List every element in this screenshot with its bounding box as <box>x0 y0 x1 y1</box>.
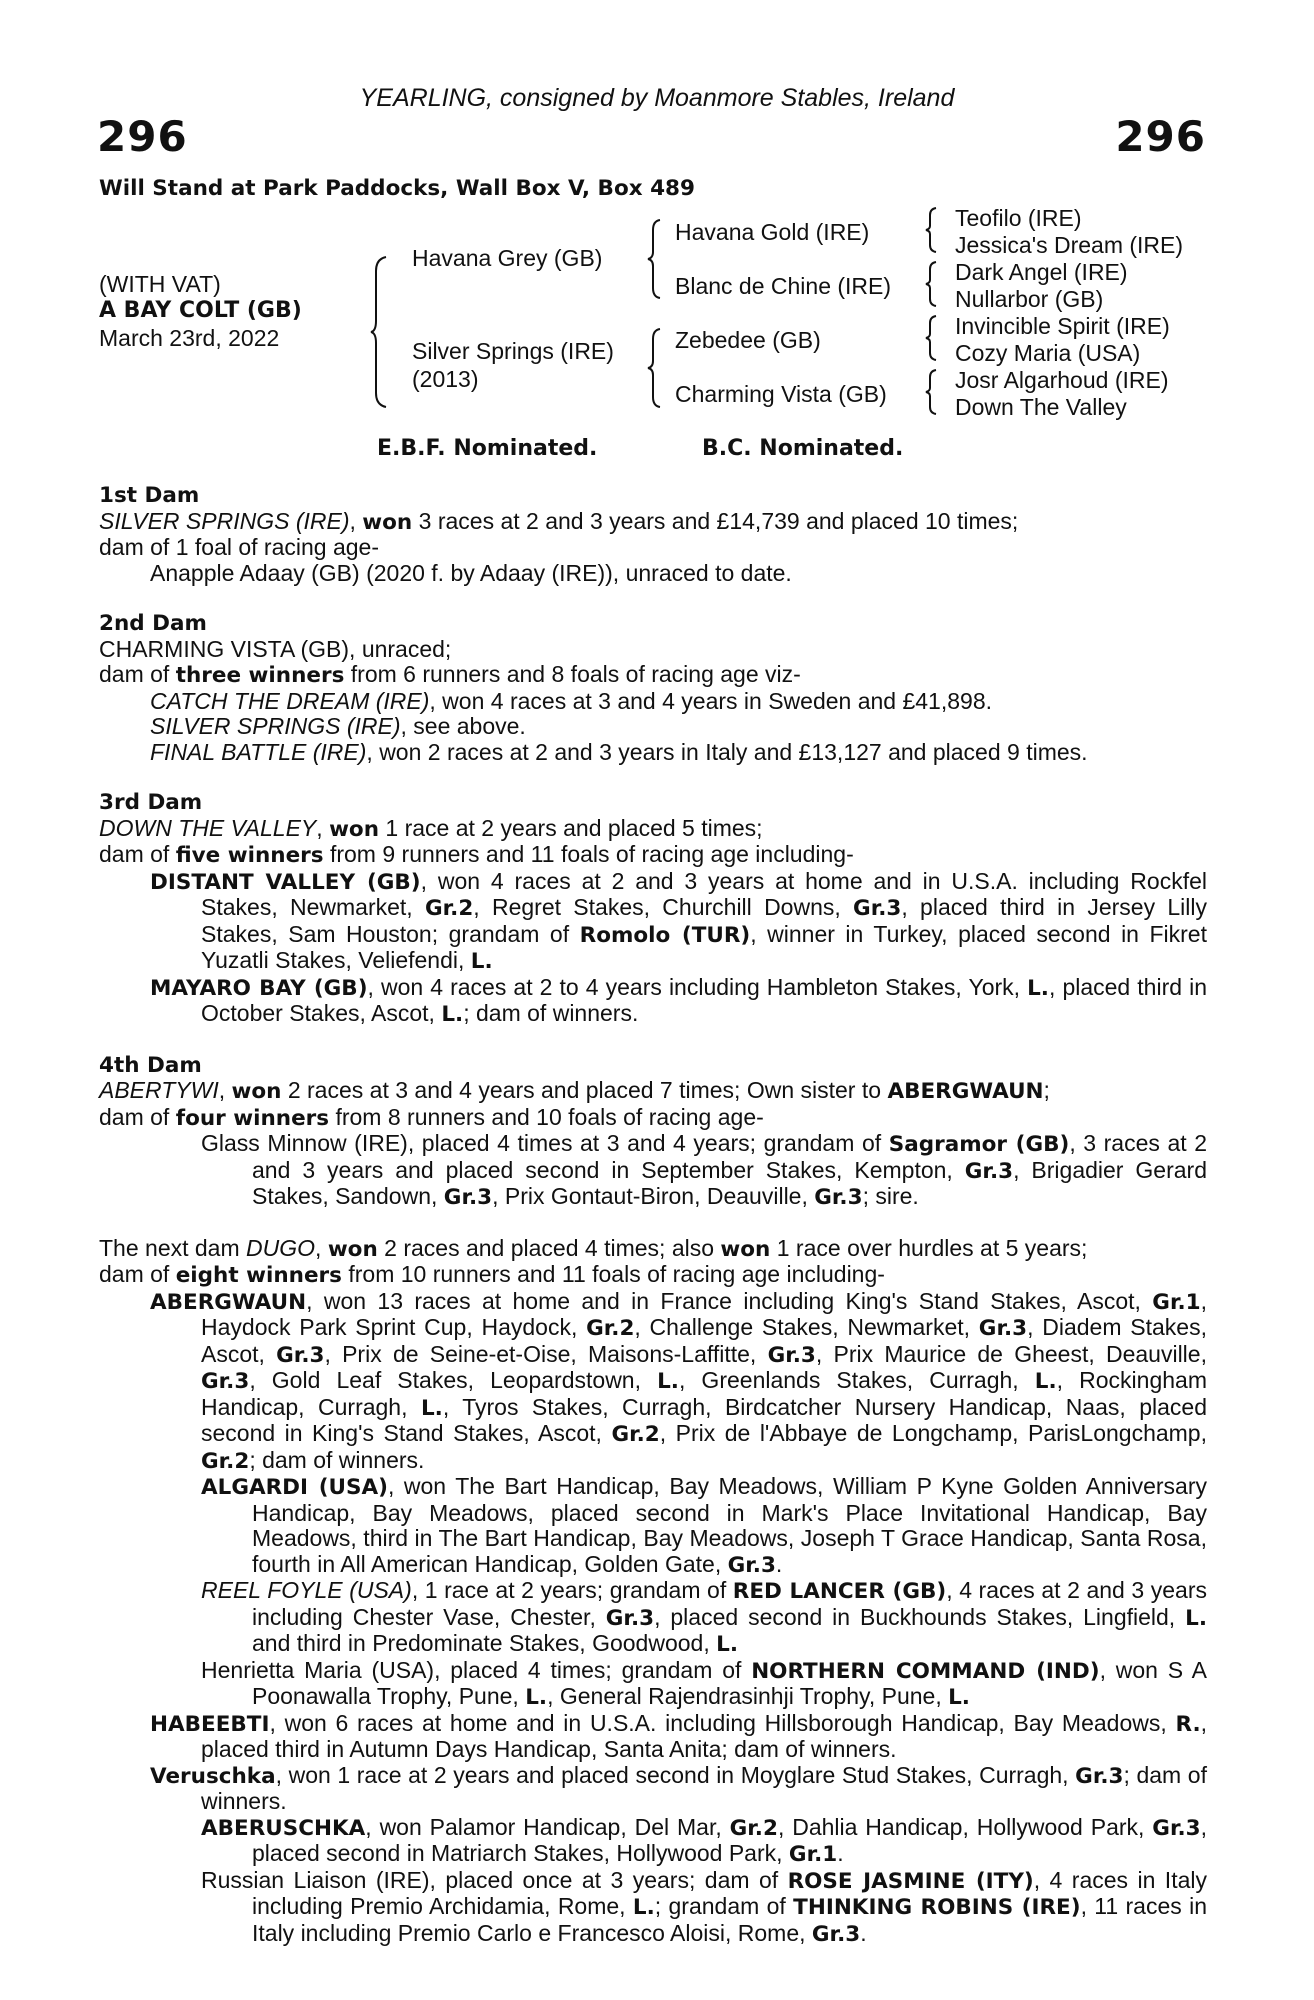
winners-count: four winners <box>175 1105 330 1131</box>
sire-dam-dam: Nullarbor (GB) <box>955 286 1104 312</box>
sire-sire-sire: Teofilo (IRE) <box>955 205 1082 231</box>
dam-sire-sire: Invincible Spirit (IRE) <box>955 313 1170 339</box>
third-dam-section: 3rd Dam DOWN THE VALLEY, won 1 race at 2 years and placed 5 times; dam of five winners from 9 runners and 11 foals of racing age including- DISTANT VALLEY (GB), won 4 races at 2 and 3 years at home and in U.S.A. including Rockfel Stakes, Newmarket, Gr.2, Regret Stakes, Churchill Downs, Gr.3, placed third in Jersey Lilly Stakes, Sam Houston; grandam of Romolo (TUR), winner in Turkey, placed second in Fikret Yuzatli Stakes, Veliefendi, L. MAYARO BAY (GB), won 4 races at 2 to 4 years including Hambleton Stakes, York, L., placed third in October Stakes, Ascot, L.; dam of winners. <box>99 790 1208 1027</box>
sire: Havana Grey (GB) <box>412 245 603 271</box>
sire-dam: Blanc de Chine (IRE) <box>675 273 892 299</box>
dam-sire-dam: Cozy Maria (USA) <box>955 340 1141 366</box>
vat-note: (WITH VAT) <box>99 271 221 297</box>
race-record: 3 races at 2 and 3 years and £14,739 and placed 10 times; <box>412 507 1019 534</box>
produce-entry: Anapple Adaay (GB) (2020 f. by Adaay (IRE)), unraced to date. <box>150 559 792 586</box>
dam-dam-dam: Down The Valley <box>955 394 1127 420</box>
horse-name: A BAY COLT (GB) <box>99 298 302 323</box>
section-heading: 3rd Dam <box>99 790 203 815</box>
produce-entry: Henrietta Maria (USA), placed 4 times; grandam of NORTHERN COMMAND (IND), won S A Poonawalla Trophy, Pune, L., General Rajendrasinhji Trophy, Pune, L. <box>201 1656 1208 1710</box>
section-heading: 2nd Dam <box>99 611 207 636</box>
next-dam-section: The next dam DUGO, won 2 races and placed 4 times; also won 1 race over hurdles at 5 years; dam of eight winners from 10 runners and 11 foals of racing age including- ABERGWAUN, won 13 races at home and in France including King's Stand Stakes, Ascot, Gr.1, Haydock Park Sprint Cup, Haydock, Gr.2, Challenge Stakes, Newmarket, Gr.3, Diadem Stakes, Ascot, Gr.3, Prix de Seine-et-Oise, Maisons-Laffitte, Gr.3, Prix Maurice de Gheest, Deauville, Gr.3, Gold Leaf Stakes, Leopardstown, L., Greenlands Stakes, Curragh, L., Rockingham Handicap, Curragh, L., Tyros Stakes, Curragh, Birdcatcher Nursery Handicap, Naas, placed second in King's Stand Stakes, Ascot, Gr.2, Prix de l'Abbaye de Longchamp, ParisLongchamp, Gr.2; dam of winners. ALGARDI (USA), won The Bart Handicap, Bay Meadows, William P Kyne Golden Anniversary Handicap, Bay Meadows, placed second in Mark's Place Invitational Handicap, Bay Meadows, third in The Bart Handicap, Bay Meadows, Joseph T Grace Handicap, Santa Rosa, fourth in All American Handicap, Golden Gate, Gr.3. REEL FOYLE (USA), 1 race at 2 years; grandam of RED LANCER (GB), 4 races at 2 and 3 years including Chester Vase, Chester, Gr.3, placed second in Buckhounds Stakes, Lingfield, L. and third in Predominate Stakes, Goodwood, L. Henrietta Maria (USA), placed 4 times; grandam of NORTHERN COMMAND (IND), won S A Poonawalla Trophy, Pune, L., General Rajendrasinhji Trophy, Pune, L. HABEEBTI, won 6 races at home and in U.S.A. including Hillsborough Handicap, Bay Meadows, R., placed third in Autumn Days Handicap, Santa Anita; dam of winners. Veruschka, won 1 race at 2 years and placed second in Moyglare Stud Stakes, Curragh, Gr.3; dam of winners. ABERUSCHKA, won Palamor Handicap, Del Mar, Gr.2, Dahlia Handicap, Hollywood Park, Gr.3, placed second in Matriarch Stakes, Hollywood Park, Gr.1. Russian Liaison (IRE), placed once at 3 years; dam of ROSE JASMINE (ITY), 4 races in Italy including Premio Archidamia, Rome, L.; grandam of THINKING ROBINS (IRE), 11 races in Italy including Premio Carlo e Francesco Aloisi, Rome, Gr.3. <box>99 1234 1208 1947</box>
dam: Silver Springs (IRE) <box>412 338 614 364</box>
dam-year: (2013) <box>412 366 479 392</box>
second-dam-section: 2nd Dam CHARMING VISTA (GB), unraced; dam of three winners from 6 runners and 8 foals of racing age viz- CATCH THE DREAM (IRE), won 4 races at 3 and 4 years in Sweden and £41,898. SILVER SPRINGS (IRE), see above. FINAL BATTLE (IRE), won 2 races at 2 and 3 years in Italy and £13,127 and placed 9 times. <box>99 611 1207 765</box>
won-word: won <box>362 509 413 535</box>
produce-entry: CATCH THE DREAM (IRE), won 4 races at 3 and 4 years in Sweden and £41,898. <box>150 687 993 714</box>
catalogue-body <box>99 483 1207 1947</box>
brace-dd <box>925 368 939 416</box>
produce-entry: MAYARO BAY (GB), won 4 races at 2 to 4 years including Hambleton Stakes, York, L., placed third in October Stakes, Ascot, L.; dam of winners. <box>150 973 1208 1027</box>
dam-dam: Charming Vista (GB) <box>675 381 887 407</box>
sire-sire-dam: Jessica's Dream (IRE) <box>955 232 1184 258</box>
fourth-dam-section: 4th Dam ABERTYWI, won 2 races at 3 and 4 years and placed 7 times; Own sister to ABERGWAUN; dam of four winners from 8 runners and 10 foals of racing age- Glass Minnow (IRE), placed 4 times at 3 and 4 years; grandam of Sagramor (GB), 3 races at 2 and 3 years and placed second in September Stakes, Kempton, Gr.3, Brigadier Gerard Stakes, Sandown, Gr.3, Prix Gontaut-Biron, Deauville, Gr.3; sire. <box>99 1052 1207 1210</box>
dam-name: SILVER SPRINGS (IRE) <box>99 507 350 534</box>
brace-main <box>370 255 390 410</box>
dam-name: DUGO <box>246 1234 316 1261</box>
lot-number-right: 296 <box>1115 112 1206 161</box>
brace-ss <box>925 206 939 254</box>
brace-sire <box>647 218 663 300</box>
brace-sd <box>925 260 939 308</box>
dam-name: CHARMING VISTA (GB), unraced; <box>99 635 452 662</box>
pedigree-chart <box>0 0 1314 470</box>
produce-entry: ABERUSCHKA, won Palamor Handicap, Del Mar, Gr.2, Dahlia Handicap, Hollywood Park, Gr.3, placed second in Matriarch Stakes, Hollywood Park, Gr.1. <box>201 1813 1207 1867</box>
produce-summary: dam of 1 foal of racing age- <box>99 534 379 560</box>
ebf-nominated: E.B.F. Nominated. <box>377 436 598 461</box>
section-heading: 4th Dam <box>99 1052 202 1078</box>
dam-sire: Zebedee (GB) <box>675 327 821 353</box>
bc-nominated: B.C. Nominated. <box>702 436 904 461</box>
lot-number-left: 296 <box>97 112 188 161</box>
dam-dam-sire: Josr Algarhoud (IRE) <box>955 367 1169 393</box>
produce-entry: ALGARDI (USA), won The Bart Handicap, Bay Meadows, William P Kyne Golden Anniversary Handicap, Bay Meadows, placed second in Mark's Place Invitational Handicap, Bay Meadows, third in The Bart Handicap, Bay Meadows, Joseph T Grace Handicap, Santa Rosa, fourth in All American Handicap, Golden Gate, Gr.3. <box>201 1473 1208 1578</box>
stand-location: Will Stand at Park Paddocks, Wall Box V, Box 489 <box>99 176 695 201</box>
horse-dob: March 23rd, 2022 <box>99 325 280 351</box>
sire-sire: Havana Gold (IRE) <box>675 219 870 245</box>
section-heading: 1st Dam <box>99 483 200 508</box>
produce-entry: Glass Minnow (IRE), placed 4 times at 3 and 4 years; grandam of Sagramor (GB), 3 races at 2 and 3 years and placed second in September Stakes, Kempton, Gr.3, Brigadier Gerard Stakes, Sandown, Gr.3, Prix Gontaut-Biron, Deauville, Gr.3; sire. <box>201 1130 1207 1210</box>
produce-entry: HABEEBTI, won 6 races at home and in U.S.A. including Hillsborough Handicap, Bay Meadows, R., placed third in Autumn Days Handicap, Santa Anita; dam of winners. <box>150 1709 1207 1762</box>
produce-entry: FINAL BATTLE (IRE), won 2 races at 2 and 3 years in Italy and £13,127 and placed 9 times. <box>150 738 1088 765</box>
produce-entry: ABERGWAUN, won 13 races at home and in France including King's Stand Stakes, Ascot, Gr.1, Haydock Park Sprint Cup, Haydock, Gr.2, Challenge Stakes, Newmarket, Gr.3, Diadem Stakes, Ascot, Gr.3, Prix de Seine-et-Oise, Maisons-Laffitte, Gr.3, Prix Maurice de Gheest, Deauville, Gr.3, Gold Leaf Stakes, Leopardstown, L., Greenlands Stakes, Curragh, L., Rockingham Handicap, Curragh, L., Tyros Stakes, Curragh, Birdcatcher Nursery Handicap, Naas, placed second in King's Stand Stakes, Ascot, Gr.2, Prix de l'Abbaye de Longchamp, ParisLongchamp, Gr.2; dam of winners. <box>150 1287 1207 1474</box>
brace-dam <box>647 327 663 409</box>
winners-count: three winners <box>175 663 345 688</box>
produce-entry: SILVER SPRINGS (IRE), see above. <box>150 713 526 739</box>
produce-entry: REEL FOYLE (USA), 1 race at 2 years; grandam of RED LANCER (GB), 4 races at 2 and 3 years including Chester Vase, Chester, Gr.3, placed second in Buckhounds Stakes, Lingfield, L. and third in Predominate Stakes, Goodwood, L. <box>201 1577 1207 1657</box>
page-header: YEARLING, consigned by Moanmore Stables, Ireland <box>359 84 955 112</box>
produce-entry: DISTANT VALLEY (GB), won 4 races at 2 and 3 years at home and in U.S.A. including Rockfel Stakes, Newmarket, Gr.2, Regret Stakes, Churchill Downs, Gr.3, placed third in Jersey Lilly Stakes, Sam Houston; grandam of Romolo (TUR), winner in Turkey, placed second in Fikret Yuzatli Stakes, Veliefendi, L. <box>150 867 1207 974</box>
dam-name: DOWN THE VALLEY <box>99 814 317 841</box>
dam-name: ABERTYWI <box>99 1077 219 1103</box>
sire-dam-sire: Dark Angel (IRE) <box>955 259 1128 285</box>
produce-entry: Veruschka, won 1 race at 2 years and placed second in Moyglare Stud Stakes, Curragh, Gr.3; dam of winners. <box>150 1761 1207 1814</box>
first-dam-section: 1st Dam SILVER SPRINGS (IRE), won 3 races at 2 and 3 years and £14,739 and placed 10 times; dam of 1 foal of racing age- Anapple Adaay (GB) (2020 f. by Adaay (IRE)), unraced to date. <box>99 483 1207 586</box>
winners-count: five winners <box>175 843 324 868</box>
produce-entry: Russian Liaison (IRE), placed once at 3 years; dam of ROSE JASMINE (ITY), 4 races in Italy including Premio Archidamia, Rome, L.; grandam of THINKING ROBINS (IRE), 11 races in Italy including Premio Carlo e Francesco Aloisi, Rome, Gr.3. <box>201 1866 1208 1947</box>
winners-count: eight winners <box>175 1263 342 1288</box>
brace-ds <box>925 314 939 362</box>
